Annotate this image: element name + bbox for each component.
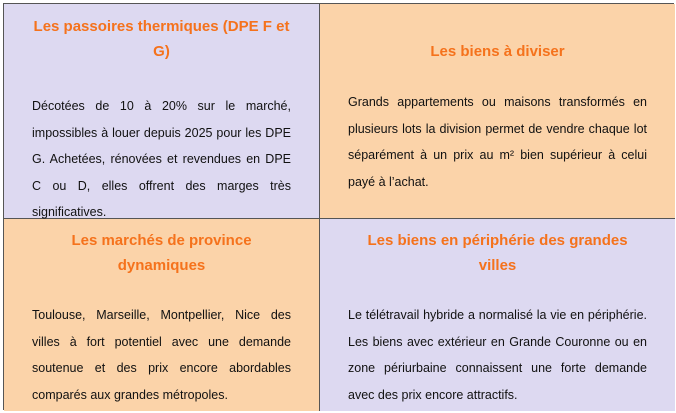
cell-title: Les passoires thermiques (DPE F et G) [33, 18, 290, 60]
cell-body: Toulouse, Marseille, Montpellier, Nice des villes à fort potentiel avec une demande soutenue et des prix encore abordables comparés aux grandes métropoles. [32, 308, 291, 402]
cell-body: Le télétravail hybride a normalisé la vie en périphérie. Les biens avec extérieur en Grande Couronne ou en zone périurbaine connaissent une forte demande avec des prix encore attractifs. [348, 308, 647, 402]
cell-divisible-properties [320, 4, 675, 219]
cell-periphery-properties [320, 219, 675, 411]
cell-title: Les biens en périphérie des grandes villes [367, 232, 628, 274]
cell-title: Les biens à diviser [430, 43, 565, 60]
opportunities-table [3, 3, 674, 410]
cell-title: Les marchés de province dynamiques [71, 232, 252, 274]
cell-body: Grands appartements ou maisons transformés en plusieurs lots la division permet de vendre chaque lot séparément à un prix au m² bien supérieur à celui payé à l’achat. [348, 95, 647, 189]
cell-thermal-sieves [4, 4, 320, 219]
cell-body: Décotées de 10 à 20% sur le marché, impossibles à louer depuis 2025 pour les DPE G. Achetées, rénovées et revendues en DPE C ou D, elles offrent des marges très significatives. [32, 99, 291, 219]
cell-province-markets [4, 219, 320, 411]
